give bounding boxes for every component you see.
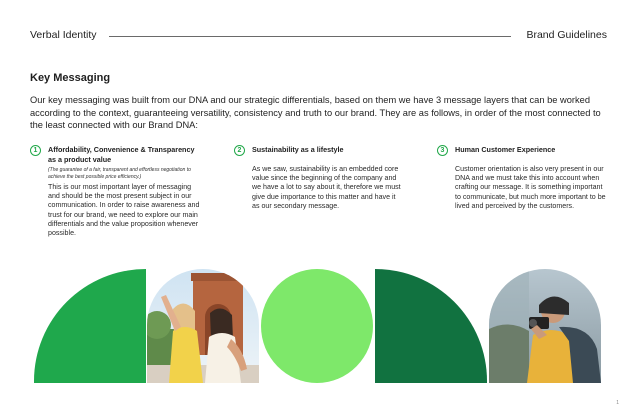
light-green-circle bbox=[261, 269, 373, 383]
message-layer-body: As we saw, sustainability is an embedded core value since the beginning of the company and we have a lot to say about it, therefore we must give due importance to this matter and have it as our secondary message. bbox=[252, 165, 401, 210]
message-layer-body: This is our most important layer of messaging and should be the most present subject in our communication. In order to raise awareness and trust for our brand, we need to explore our main differentials and the value proposition whenever possible. bbox=[48, 183, 200, 238]
friends-selfie-photo bbox=[147, 269, 259, 383]
message-layer-note: (The guarantee of a fair, transparent and effortless negotiation to achieve the best possible price efficiency.) bbox=[48, 167, 191, 180]
dark-green-leaf-shape bbox=[375, 269, 487, 383]
message-layer-body: Customer orientation is also very present in our DNA and we must take this into account when crafting our message. It is something important to communicate, but much more important to be lived and perceived by the customers. bbox=[455, 165, 606, 210]
page-number: 1 bbox=[616, 400, 619, 406]
message-layer-title: Sustainability as a lifestyle bbox=[252, 145, 344, 154]
photographer-photo bbox=[489, 269, 601, 383]
section-label: Verbal Identity bbox=[30, 29, 97, 41]
document-title: Brand Guidelines bbox=[526, 29, 607, 41]
header-divider bbox=[109, 36, 511, 37]
page-title: Key Messaging bbox=[30, 72, 111, 84]
number-badge-3: 3 bbox=[437, 145, 448, 156]
number-badge-2: 2 bbox=[234, 145, 245, 156]
message-layer-title: Affordability, Convenience & Transparency as a product value bbox=[48, 145, 195, 164]
number-badge-1: 1 bbox=[30, 145, 41, 156]
message-layer-title: Human Customer Experience bbox=[455, 145, 556, 154]
intro-paragraph: Our key messaging was built from our DNA and our strategic differentials, based on them we have 3 message layers that can be worked according to the context, guaranteeing versatility, consistency and truth to our brand. They are as follows, in order of the most connected to the least connected with our Brand DNA: bbox=[30, 95, 601, 131]
green-leaf-shape bbox=[34, 269, 146, 383]
